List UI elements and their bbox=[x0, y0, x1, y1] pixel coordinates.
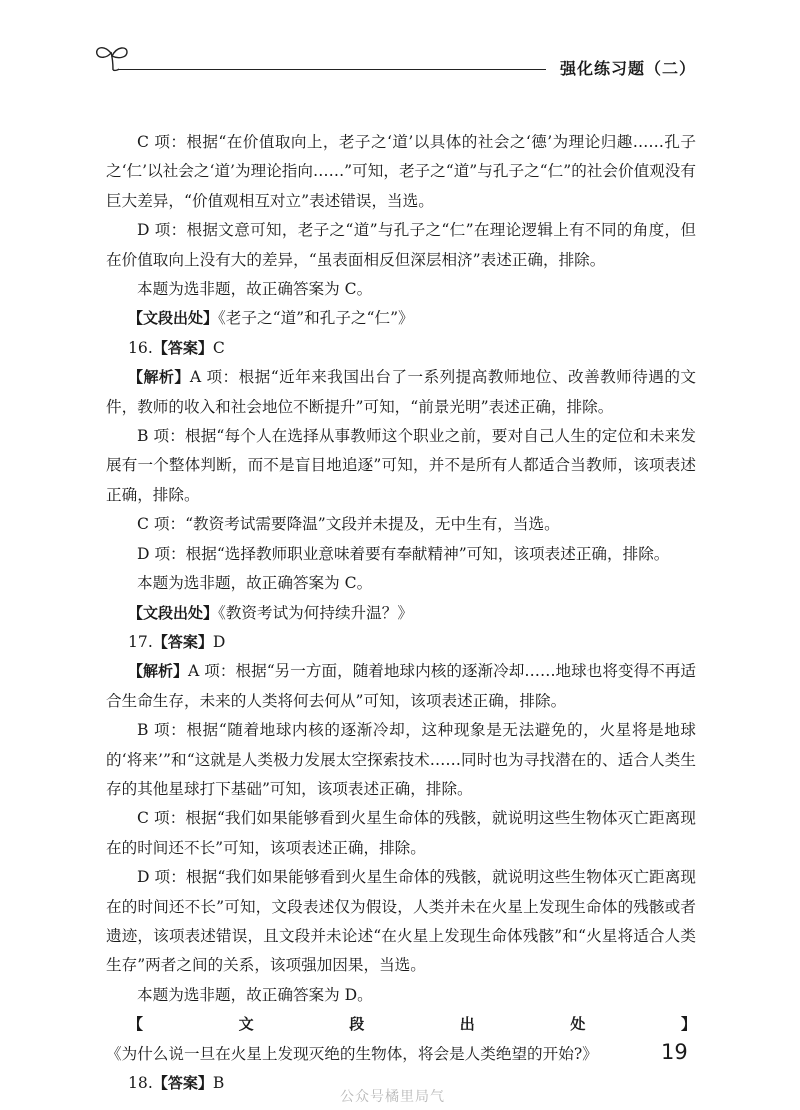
answer-18: 18.【答案】B bbox=[128, 1074, 225, 1092]
paragraph-c-option: C 项：根据“在价值取向上，老子之‘道’以具体的社会之‘德’为理论归趣……孔子之‘仁’以社会之‘道’为理论指向……”可知，老子之“道”与孔子之“仁”的社会价值观没有巨大差异，“价值观相互对立”表述错误，当选。 bbox=[106, 133, 696, 210]
watermark: 公众号橘里局气 bbox=[340, 1089, 445, 1105]
analysis-17-c: C 项：根据“我们如果能够看到火星生命体的残骸，就说明这些生物体灭亡距离现在的时间还不长”可知，该项表述正确，排除。 bbox=[106, 809, 696, 857]
analysis-17-d: D 项：根据“我们如果能够看到火星生命体的残骸，就说明这些生物体灭亡距离现在的时间还不长”可知，文段表述仅为假设，人类并未在火星上发现生命体的残骸或者遗迹，该项表述错误，且文段并未论述“在火星上发现生命体残骸”和“火星将适合人类生存”两者之间的关系，该项强加因果，当选。 bbox=[106, 868, 696, 975]
header-rule bbox=[118, 69, 546, 70]
analysis-16-d: D 项：根据“选择教师职业意味着要有奉献精神”可知，该项表述正确，排除。 bbox=[137, 544, 670, 563]
analysis-16-b: B 项：根据“每个人在选择从事教师这个职业之前，要对自己人生的定位和未来发展有一个整体判断，而不是盲目地追逐”可知，并不是所有人都适合当教师，该项表述正确，排除。 bbox=[106, 427, 696, 504]
analysis-17-b: B 项：根据“随着地球内核的逐渐冷却，这种现象是无法避免的，火星将是地球的‘将来’”和“这就是人类极力发展太空探索技术……同时也为寻找潜在的、适合人类生存的其他星球打下基础”可知，该项表述正确，排除。 bbox=[106, 721, 696, 798]
analysis-17-a: 【解析】A 项：根据“另一方面，随着地球内核的逐渐冷却……地球也将变得不再适合生命生存，未来的人类将何去何从”可知，该项表述正确，排除。 bbox=[106, 662, 696, 710]
header-title: 强化练习题（二） bbox=[560, 59, 697, 78]
analysis-16-c: C 项：“教资考试需要降温”文段并未提及，无中生有，当选。 bbox=[137, 515, 560, 534]
conclusion-16: 本题为选非题，故正确答案为 C。 bbox=[137, 574, 373, 593]
conclusion-17: 本题为选非题，故正确答案为 D。 bbox=[137, 985, 373, 1004]
page-header bbox=[0, 0, 800, 100]
source-16: 【文段出处】《教资考试为何持续升温？》 bbox=[128, 603, 413, 622]
analysis-16-a: 【解析】A 项：根据“近年来我国出台了一系列提高教师地位、改善教师待遇的文件，教师的收入和社会地位不断提升”可知，“前景光明”表述正确，排除。 bbox=[106, 368, 696, 416]
answer-17: 17.【答案】D bbox=[128, 632, 226, 651]
paragraph-conclusion: 本题为选非题，故正确答案为 C。 bbox=[137, 280, 373, 299]
document-body bbox=[106, 128, 696, 1098]
paragraph-d-option: D 项：根据文意可知，老子之“道”与孔子之“仁”在理论逻辑上有不同的角度，但在价值取向上没有大的差异，“虽表面相反但深层相济”表述正确，排除。 bbox=[106, 221, 696, 269]
page-number: 19 bbox=[661, 1040, 688, 1064]
answer-16: 16.【答案】C bbox=[128, 338, 225, 357]
source-17: 【文段出处】《为什么说一旦在火星上发现灭绝的生物体，将会是人类绝望的开始?》 bbox=[106, 1015, 696, 1063]
paragraph-source: 【文段出处】《老子之“道”和孔子之“仁”》 bbox=[128, 309, 414, 328]
